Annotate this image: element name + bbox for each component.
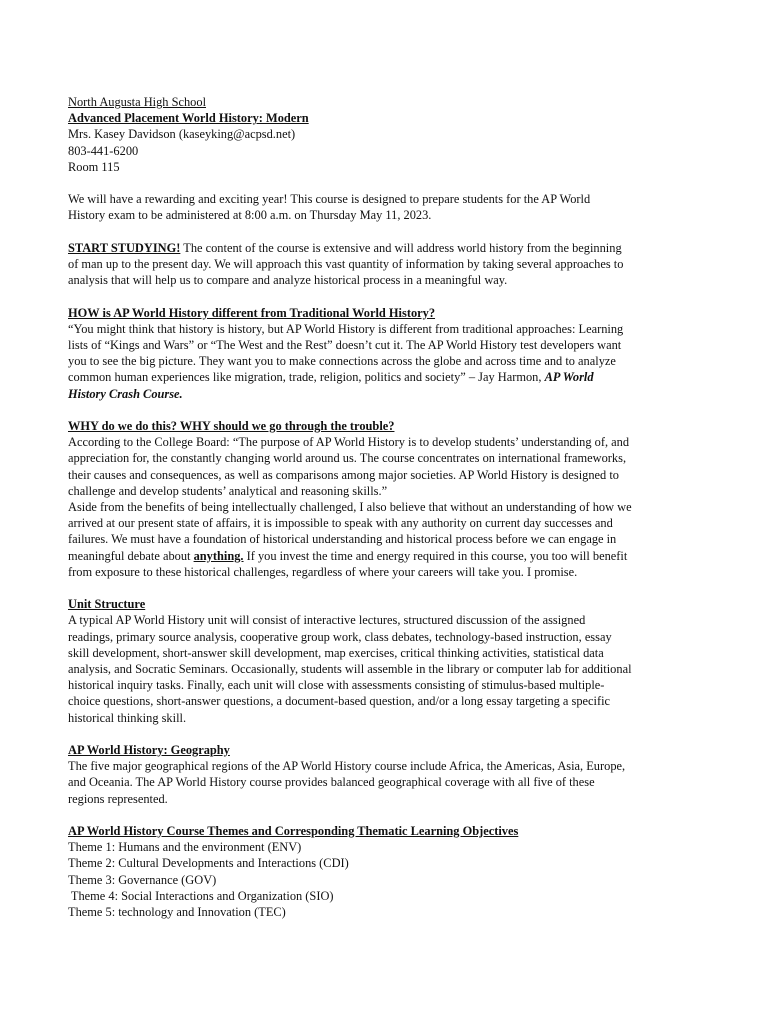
room-number: Room 115: [68, 159, 120, 174]
start-line: of man up to the present day. We will approach this vast quantity of information by taking several approaches to: [68, 257, 624, 271]
how-heading: HOW is AP World History different from Traditional World History?: [68, 305, 436, 320]
geography-section: [68, 742, 708, 807]
unit-line: analysis, and Socratic Seminars. Occasionally, students will assemble in the library or computer lab for additional: [68, 662, 632, 677]
why-line: According to the College Board: “The purpose of AP World History is to develop students’ understanding of, and: [68, 435, 630, 450]
why-heading: WHY do we do this? WHY should we go through the trouble?: [68, 419, 395, 433]
start-line: The content of the course is extensive and will address world history from the beginning: [180, 240, 622, 255]
how-line: common human experiences like migration, trade, religion, politics and society” – Jay Harmon,: [68, 370, 545, 385]
unit-line: historical inquiry tasks. Finally, each unit will close with assessments consisting of stimulus-based multiple-: [68, 678, 605, 693]
theme-item: Theme 4: Social Interactions and Organization (SIO): [68, 888, 334, 903]
themes-section: [68, 823, 708, 920]
how-line: you to see the big picture. They want you to make connections across the globe and across time and to analyze: [68, 354, 616, 369]
book-title: History Crash Course.: [68, 386, 183, 401]
document-page: [68, 94, 708, 920]
theme-item: Theme 2: Cultural Developments and Interactions (CDI): [68, 856, 349, 871]
how-line: lists of “Kings and Wars” or “The West and the Rest” doesn’t cut it. The AP World History test developers want: [68, 338, 622, 352]
header-block: [68, 94, 708, 175]
why-section: [68, 418, 708, 580]
why-line: Aside from the benefits of being intellectually challenged, I also believe that without an understanding of how we: [68, 500, 632, 515]
why-line: If you invest the time and energy required in this course, you too will benefit: [243, 548, 628, 563]
why-line: challenge and develop students’ analytical and reasoning skills.”: [68, 483, 388, 498]
unit-line: historical thinking skill.: [68, 710, 187, 725]
start-line: analysis that will help us to compare and analyze historical process in a meaningful way.: [68, 273, 508, 288]
why-line: failures. We must have a foundation of historical understanding and historical process before we can engage in: [68, 532, 617, 547]
geography-line: The five major geographical regions of the AP World History course include Africa, the Americas, Asia, Europe,: [68, 759, 626, 774]
teacher-contact: Mrs. Kasey Davidson (kaseyking@acpsd.net): [68, 127, 296, 142]
unit-line: skill development, short-answer skill development, map exercises, critical thinking activities, statistical data: [68, 645, 604, 660]
themes-heading: AP World History Course Themes and Corresponding Thematic Learning Objectives: [68, 824, 519, 839]
start-studying-paragraph: [68, 240, 708, 289]
geography-heading: AP World History: Geography: [68, 743, 230, 758]
how-line: “You might think that history is history, but AP World History is different from traditional approaches: Learning: [68, 321, 624, 336]
geography-line: regions represented.: [68, 791, 168, 806]
how-section: [68, 305, 708, 402]
geography-line: and Oceania. The AP World History course provides balanced geographical coverage with all five of these: [68, 775, 595, 790]
unit-structure-section: [68, 596, 708, 726]
intro-line: We will have a rewarding and exciting year! This course is designed to prepare students for the AP World: [68, 192, 591, 207]
why-line: their causes and consequences, as well as comparisons among major societies. AP World History is designed to: [68, 467, 619, 482]
theme-item: Theme 1: Humans and the environment (ENV): [68, 840, 302, 855]
unit-line: readings, primary source analysis, cooperative group work, class debates, technology-based instruction, essay: [68, 629, 612, 644]
book-title: AP World: [544, 370, 594, 385]
school-name: North Augusta High School: [68, 95, 207, 109]
why-line: appreciation for, the constantly changing world around us. The course concentrates on international frameworks,: [68, 451, 627, 466]
phone-number: 803-441-6200: [68, 143, 139, 158]
why-line: arrived at our present state of affairs, it is impossible to speak with any authority on current day successes and: [68, 516, 613, 531]
theme-item: Theme 3: Governance (GOV): [68, 872, 217, 887]
unit-line: A typical AP World History unit will consist of interactive lectures, structured discussion of the assigned: [68, 613, 586, 628]
theme-item: Theme 5: technology and Innovation (TEC): [68, 905, 286, 920]
emphasis-anything: anything.: [193, 548, 244, 563]
start-studying-heading: START STUDYING!: [68, 240, 181, 255]
intro-paragraph: [68, 191, 708, 223]
course-title: Advanced Placement World History: Modern: [68, 111, 309, 126]
unit-line: choice questions, short-answer questions, a document-based question, and/or a long essay targeting a specific: [68, 694, 611, 709]
unit-structure-heading: Unit Structure: [68, 597, 146, 612]
intro-line: History exam to be administered at 8:00 a.m. on Thursday May 11, 2023.: [68, 208, 432, 223]
why-line: meaningful debate about: [68, 548, 194, 563]
why-line: from exposure to these historical challenges, regardless of where your careers will take you. I promise.: [68, 564, 578, 579]
